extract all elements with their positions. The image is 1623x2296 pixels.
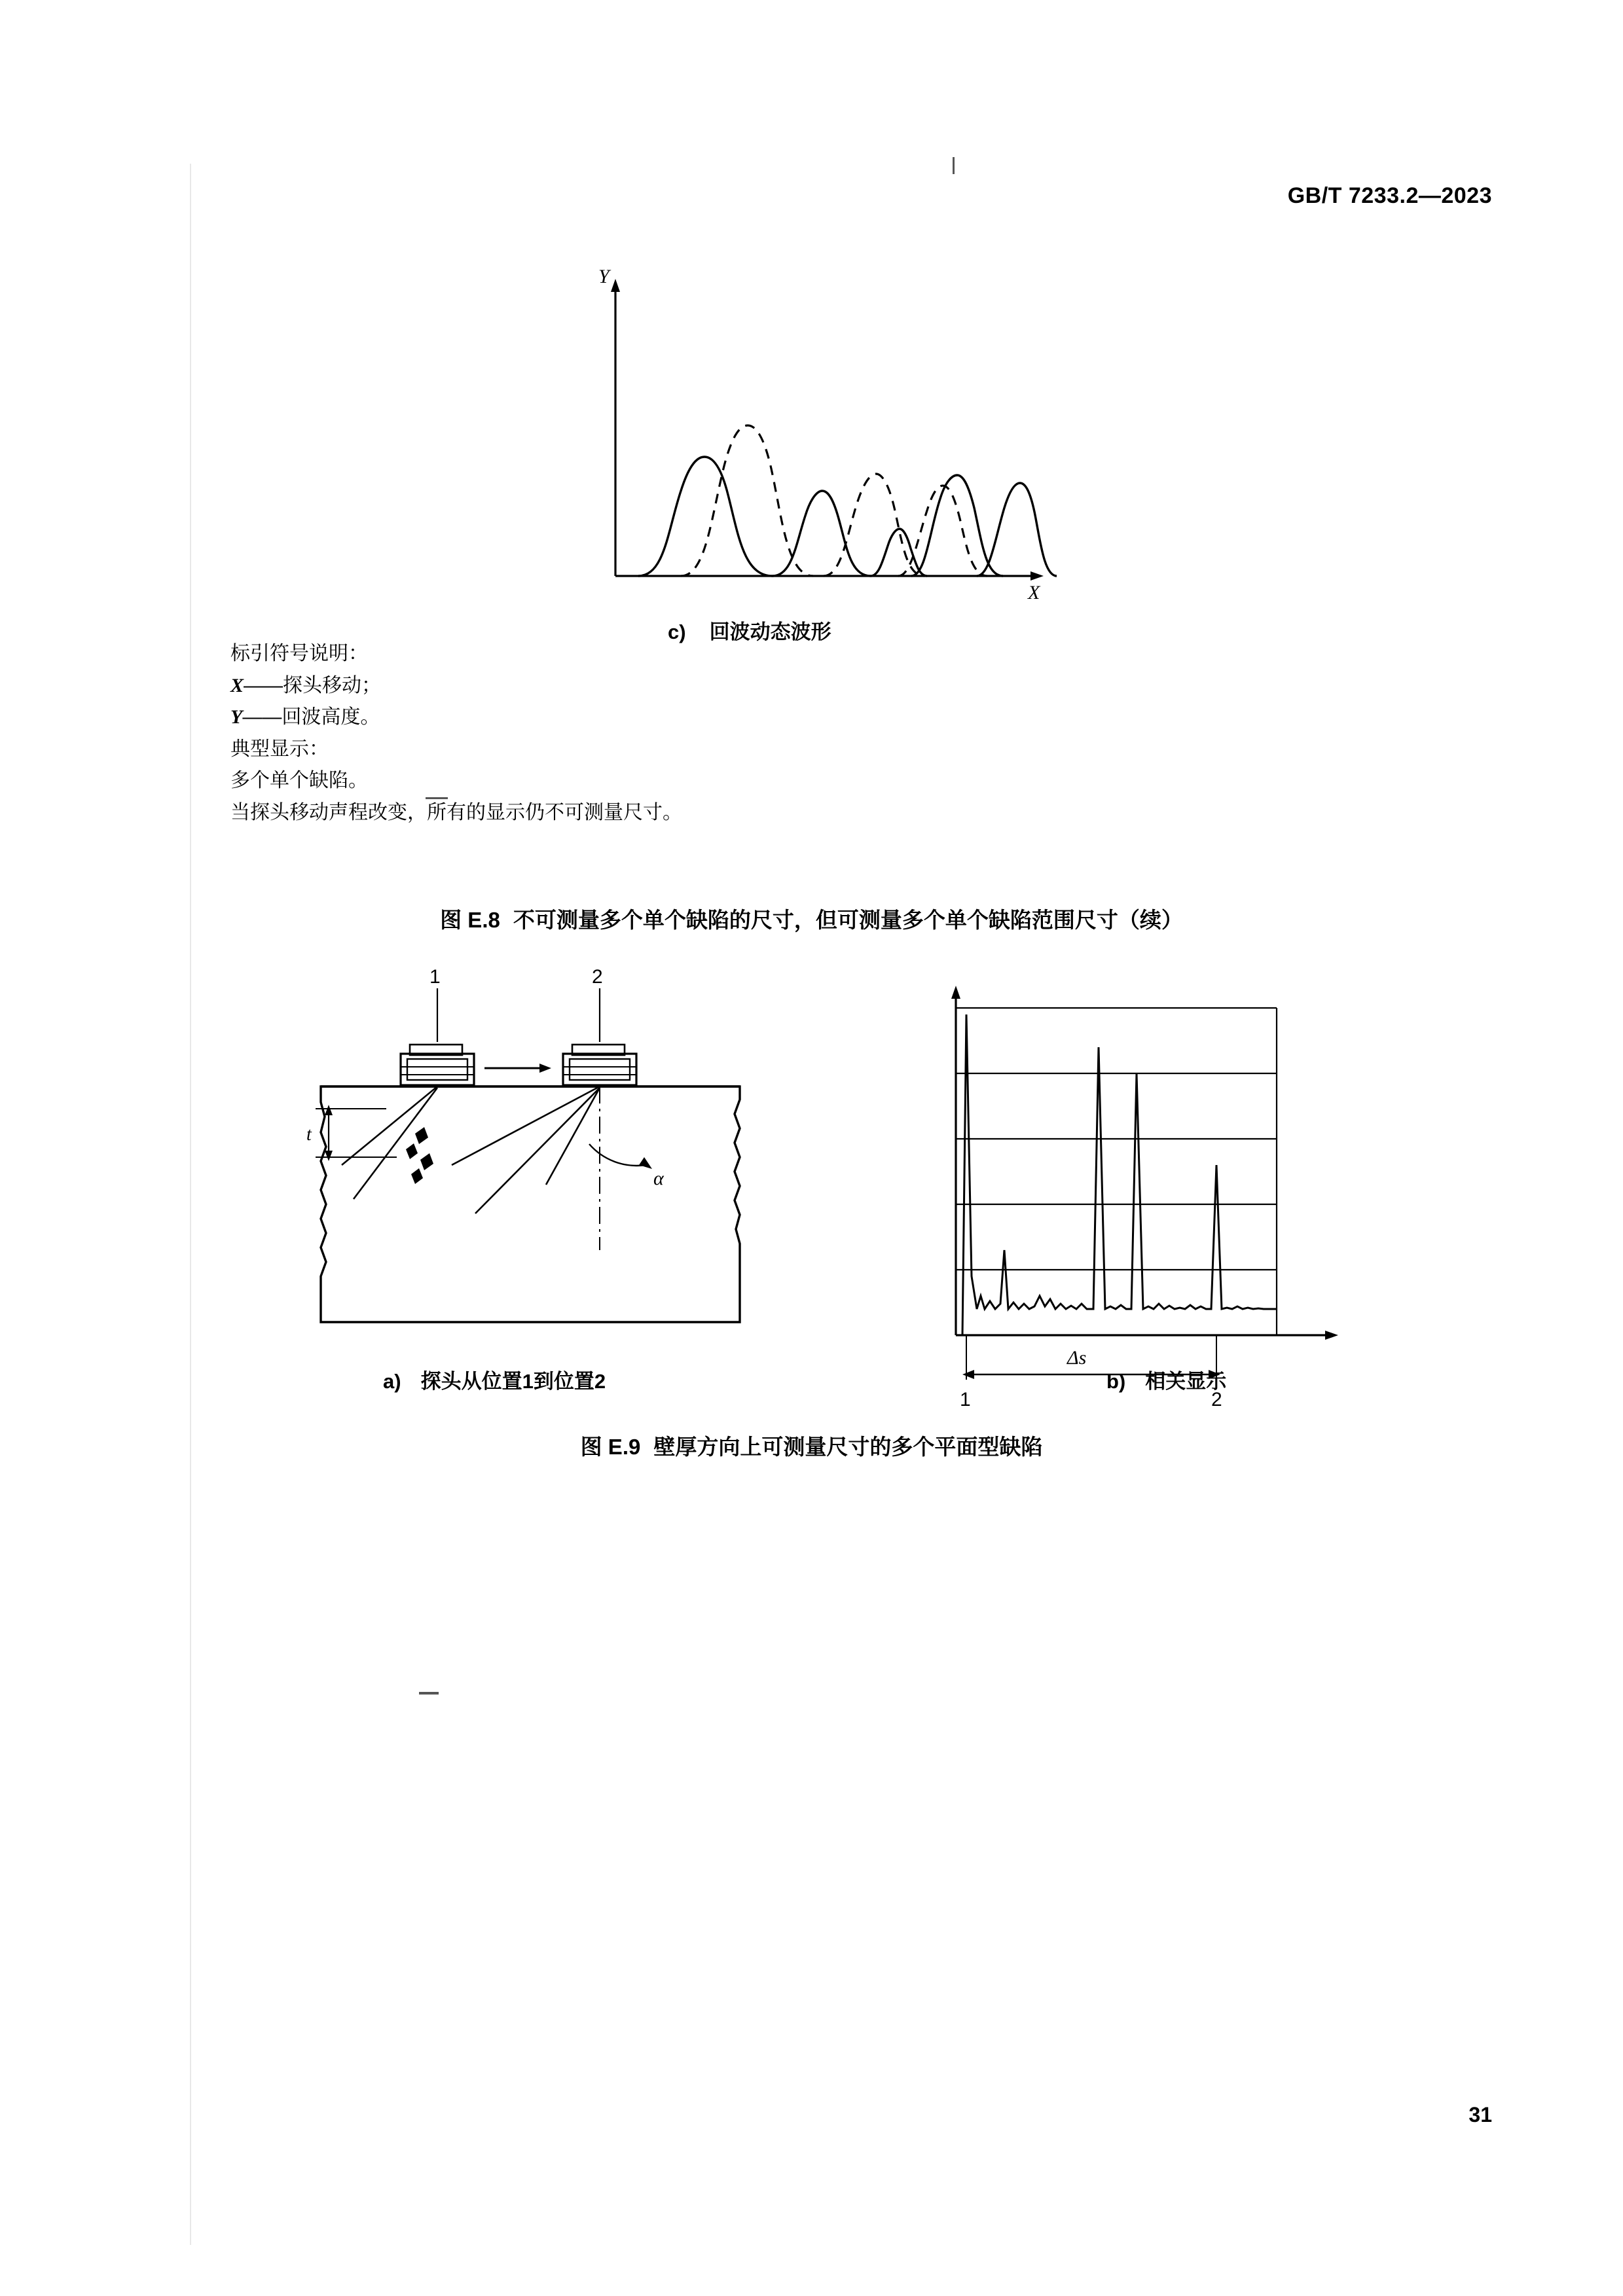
figure-e9-ascan-display <box>951 986 1338 1410</box>
figure-e9-depth-label: t <box>306 1124 312 1145</box>
figure-c-x-axis-label: X <box>1028 582 1040 603</box>
key-title: 标引符号说明： <box>230 643 368 664</box>
page-number: 31 <box>1468 2103 1492 2126</box>
probe-position-1-icon <box>401 1045 474 1085</box>
typical-display-title: 典型显示： <box>230 738 329 760</box>
figure-e9-title <box>0 1430 1623 1461</box>
figure-e9-sub-a <box>383 1365 606 1394</box>
key-line-y <box>230 702 1343 734</box>
figure-c-svg <box>576 268 1074 609</box>
symbol-y-text: ——回波高度。 <box>242 706 380 728</box>
figure-e9-graphic <box>282 966 1381 1410</box>
scan-artifact-mark-2 <box>419 1692 439 1695</box>
figure-e9-svg <box>282 966 1381 1410</box>
figure-e9-sub-a-label: a) <box>383 1370 401 1393</box>
key-notes-block <box>230 638 1343 829</box>
key-line-x <box>230 670 1343 702</box>
probe-position-2-icon <box>563 1045 636 1085</box>
typical-display-text: 多个单个缺陷。 <box>230 770 368 792</box>
scan-artifact-mark-3 <box>953 157 955 174</box>
figure-e9-sub-b <box>1106 1365 1226 1394</box>
figure-e9-probe1-label: 1 <box>429 966 441 988</box>
scan-artifact-edge-line <box>190 164 191 2245</box>
extra-note-text: 当探头移动声程改变，所有的显示仍不可测量尺寸。 <box>230 801 682 823</box>
page-header-standard-number: GB/T 7233.2—2023 <box>1287 183 1492 208</box>
scan-artifact-mark-1 <box>426 797 448 799</box>
figure-e9-sub-b-text: 相关显示 <box>1145 1370 1227 1393</box>
figure-e9-sub-b-label: b) <box>1106 1370 1126 1393</box>
figure-e9-sub-a-text: 探头从位置1到位置2 <box>420 1370 606 1393</box>
figure-e9-delta-s-label: Δs <box>1067 1347 1087 1369</box>
figure-e8-title-text: 不可测量多个单个缺陷的尺寸，但可测量多个单个缺陷范围尺寸（续） <box>513 908 1183 932</box>
figure-e9-echo1-label: 1 <box>960 1389 971 1410</box>
figure-c-caption-text: 回波动态波形 <box>709 620 831 643</box>
symbol-y: Y <box>230 706 243 728</box>
figure-c-label: c) <box>668 620 686 643</box>
figure-e9-angle-label: α <box>653 1168 664 1189</box>
figure-e8-number: 图 E.8 <box>440 908 500 932</box>
figure-c-echo-dynamic-waveform <box>576 268 1074 609</box>
flaw-indications <box>406 1127 433 1184</box>
symbol-x-text: ——探头移动； <box>244 674 382 696</box>
figure-e9-number: 图 E.9 <box>580 1435 641 1459</box>
symbol-x: X <box>230 674 244 696</box>
figure-c-y-axis-label: Y <box>598 266 610 287</box>
figure-e9-probe2-label: 2 <box>592 966 603 988</box>
figure-e9-title-text: 壁厚方向上可测量尺寸的多个平面型缺陷 <box>653 1435 1043 1459</box>
figure-e9-echo2-label: 2 <box>1211 1389 1222 1410</box>
figure-e8-title <box>0 903 1623 934</box>
